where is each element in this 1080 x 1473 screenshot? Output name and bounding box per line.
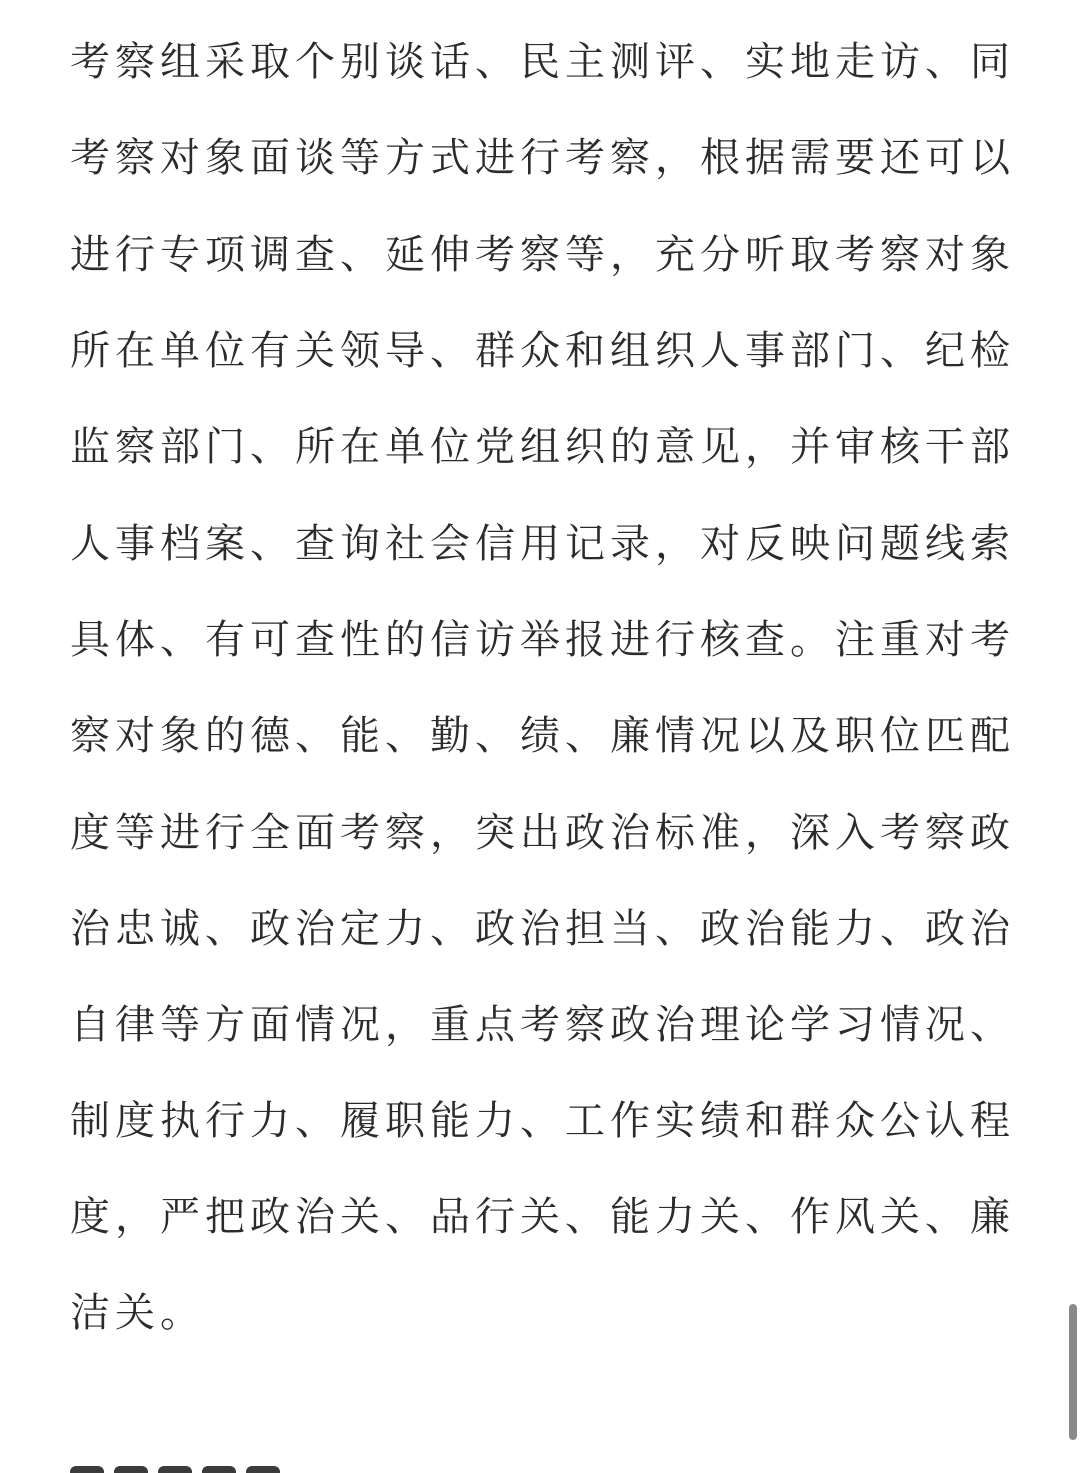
paragraph-line-1: 考察组采取个别谈话、民主测评、实地走访、同 — [70, 39, 1015, 85]
glyph-fragment — [158, 1466, 192, 1473]
paragraph-line-4: 所在单位有关领导、群众和组织人事部门、纪检 — [70, 328, 1015, 374]
paragraph-line-14: 洁关。 — [70, 1290, 205, 1336]
paragraph-line-12: 制度执行力、履职能力、工作实绩和群众公认程 — [70, 1098, 1015, 1144]
paragraph-line-5: 监察部门、所在单位党组织的意见，并审核干部 — [70, 424, 1015, 470]
glyph-fragment — [246, 1466, 280, 1473]
glyph-fragment — [70, 1466, 104, 1473]
glyph-fragment — [202, 1466, 236, 1473]
vertical-scrollbar-thumb[interactable] — [1069, 1304, 1077, 1440]
paragraph-line-10: 治忠诚、政治定力、政治担当、政治能力、政治 — [70, 906, 1015, 952]
paragraph-line-2: 考察对象面谈等方式进行考察，根据需要还可以 — [70, 135, 1015, 181]
next-paragraph-fragment — [70, 1462, 320, 1473]
paragraph-line-6: 人事档案、查询社会信用记录，对反映问题线索 — [70, 521, 1015, 567]
paragraph-line-11: 自律等方面情况，重点考察政治理论学习情况、 — [70, 1002, 1015, 1048]
paragraph-line-9: 度等进行全面考察，突出政治标准，深入考察政 — [70, 810, 1015, 856]
paragraph-line-7: 具体、有可查性的信访举报进行核查。注重对考 — [70, 617, 1015, 663]
paragraph-line-3: 进行专项调查、延伸考察等，充分听取考察对象 — [70, 232, 1015, 278]
paragraph-line-8: 察对象的德、能、勤、绩、廉情况以及职位匹配 — [70, 713, 1015, 759]
glyph-fragment — [114, 1466, 148, 1473]
paragraph-line-13: 度，严把政治关、品行关、能力关、作风关、廉 — [70, 1194, 1015, 1240]
